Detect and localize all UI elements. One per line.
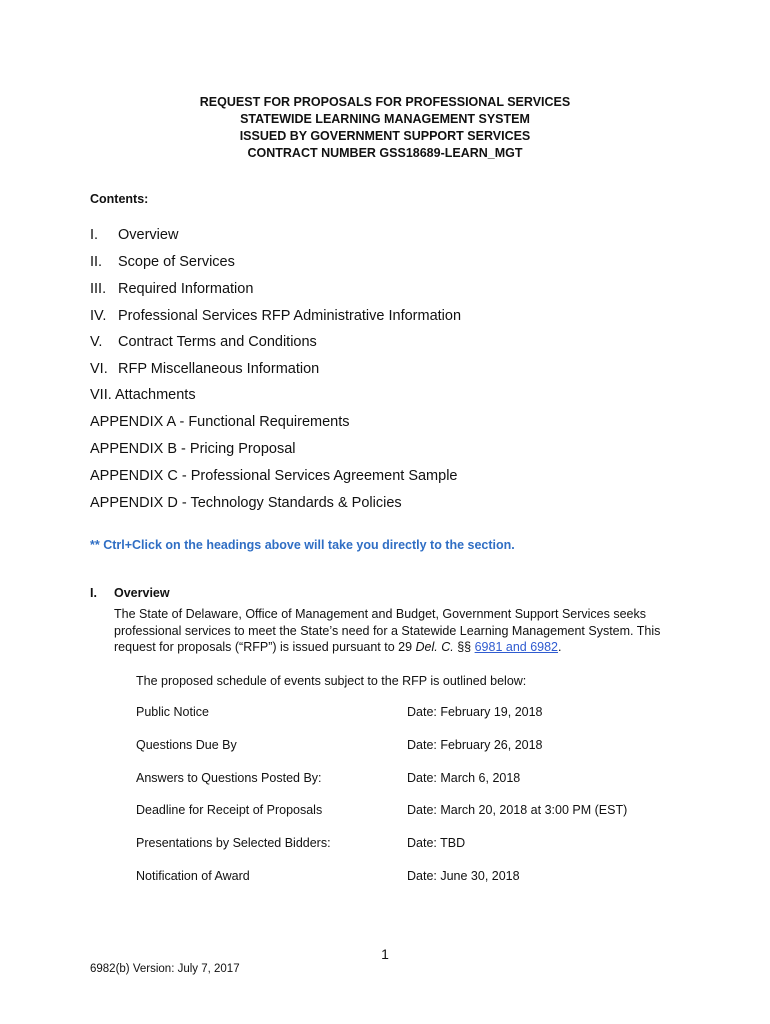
overview-paragraph <box>114 606 689 656</box>
toc-item-appendix-c[interactable]: APPENDIX C - Professional Services Agreement Sample <box>90 468 458 484</box>
document-title-line-4: CONTRACT NUMBER GSS18689-LEARN_MGT <box>247 146 523 160</box>
event-name: Notification of Award <box>136 869 250 883</box>
statute-link[interactable]: 6981 and 6982 <box>474 640 559 654</box>
paragraph-text: §§ <box>453 640 475 654</box>
event-name: Deadline for Receipt of Proposals <box>136 803 323 817</box>
document-title-line-1: REQUEST FOR PROPOSALS FOR PROFESSIONAL SERVICES <box>199 95 571 109</box>
document-title-line-2: STATEWIDE LEARNING MANAGEMENT SYSTEM <box>240 112 530 126</box>
event-name: Presentations by Selected Bidders: <box>136 836 331 850</box>
event-name: Public Notice <box>136 705 209 719</box>
toc-item-label: Overview <box>118 227 179 243</box>
toc-item-scope-of-services[interactable] <box>90 254 235 270</box>
event-date: Date: February 26, 2018 <box>407 738 543 752</box>
toc-item-miscellaneous-information[interactable] <box>90 361 319 377</box>
paragraph-text: . <box>558 640 562 654</box>
ctrl-click-note: ** Ctrl+Click on the headings above will take you directly to the section. <box>90 538 515 552</box>
toc-item-label: RFP Miscellaneous Information <box>118 361 320 377</box>
toc-item-number: II. <box>90 254 103 270</box>
toc-item-number: V. <box>90 334 103 350</box>
event-name: Questions Due By <box>136 738 237 752</box>
toc-item-administrative-information[interactable] <box>90 308 461 324</box>
toc-item-contract-terms[interactable] <box>90 334 317 350</box>
document-title-line-3: ISSUED BY GOVERNMENT SUPPORT SERVICES <box>239 129 531 143</box>
toc-item-appendix-d[interactable]: APPENDIX D - Technology Standards & Policies <box>90 495 402 511</box>
schedule-intro: The proposed schedule of events subject to the RFP is outlined below: <box>136 674 527 688</box>
toc-item-attachments[interactable]: VII. Attachments <box>90 387 196 403</box>
toc-item-appendix-b[interactable]: APPENDIX B - Pricing Proposal <box>90 441 296 457</box>
toc-item-required-information[interactable] <box>90 281 253 297</box>
toc-item-number: I. <box>90 227 99 243</box>
toc-item-appendix-a[interactable]: APPENDIX A - Functional Requirements <box>90 414 350 430</box>
toc-item-number: VI. <box>90 361 108 377</box>
toc-item-number: III. <box>90 281 107 297</box>
event-name: Answers to Questions Posted By: <box>136 771 322 785</box>
event-date: Date: February 19, 2018 <box>407 705 543 719</box>
section-number: I. <box>90 586 97 600</box>
event-date: Date: June 30, 2018 <box>407 869 520 883</box>
toc-item-label: Scope of Services <box>118 254 235 270</box>
toc-item-number: IV. <box>90 308 107 324</box>
page-number: 1 <box>381 946 389 962</box>
version-footer: 6982(b) Version: July 7, 2017 <box>90 963 240 975</box>
toc-item-label: Professional Services RFP Administrative Information <box>118 308 462 324</box>
statute-citation: Del. C. <box>415 640 454 654</box>
contents-label: Contents: <box>90 192 149 206</box>
toc-item-label: Contract Terms and Conditions <box>118 334 317 350</box>
event-date: Date: March 20, 2018 at 3:00 PM (EST) <box>407 803 628 817</box>
event-date: Date: March 6, 2018 <box>407 771 521 785</box>
toc-item-label: Required Information <box>118 281 254 297</box>
toc-item-overview[interactable] <box>90 227 178 243</box>
paragraph-text: The State of Delaware, Office of Management and Budget, Government Support Services seeks professional services to meet the State’s need for a Statewide Learning Management System. This request for proposals (“RFP”) is issued pursuant to 29 <box>114 607 661 654</box>
event-date: Date: TBD <box>407 836 466 850</box>
section-heading-overview: Overview <box>114 586 170 600</box>
